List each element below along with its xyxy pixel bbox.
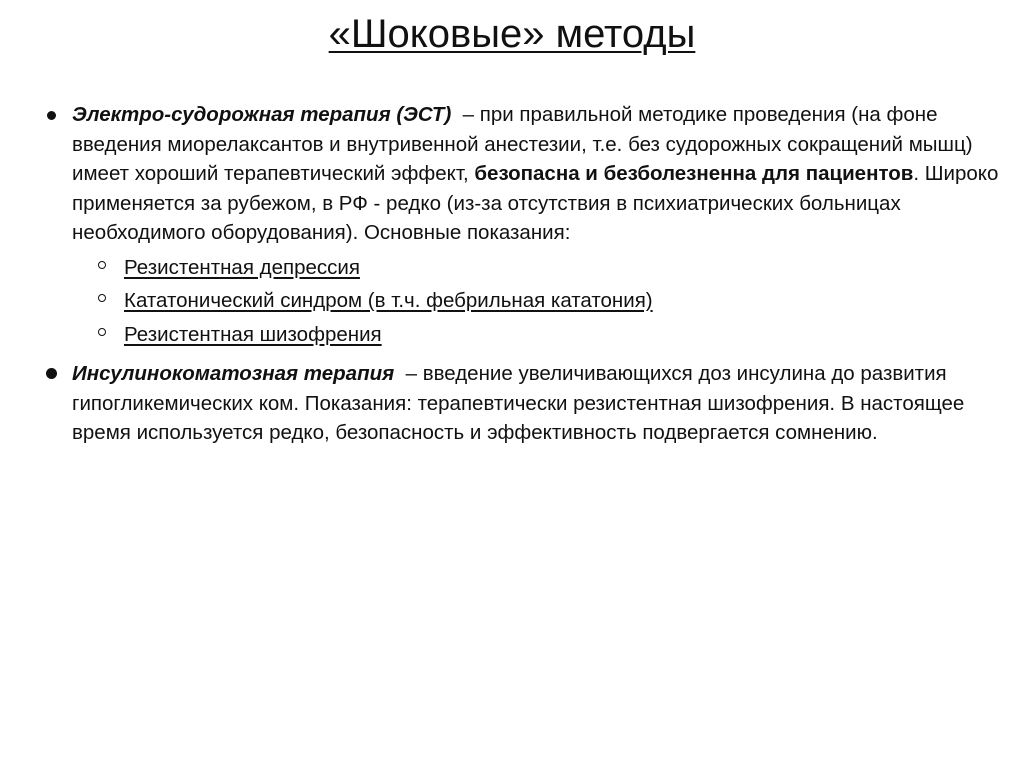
indication-link[interactable]: Резистентная шизофрения — [124, 322, 382, 346]
slide-content — [0, 100, 1024, 448]
indications-list — [0, 253, 1000, 350]
indication-link[interactable]: Кататонический синдром (в т.ч. фебрильная кататония) — [124, 289, 653, 312]
bullet-text: – введение увеличивающихся доз инсулина до развития гипогликемических ком. Показания: терапевтически резистентная шизофрения. В настоящее время используется редко, безопасность и эффективность подвергается сомнению. — [72, 362, 970, 444]
bullet-dot-icon — [47, 111, 56, 120]
bullet-item-ect — [0, 100, 1024, 349]
bullet-dot-icon — [46, 368, 57, 379]
list-item — [0, 253, 1000, 283]
indication-link[interactable]: Резистентная депрессия — [124, 255, 360, 279]
circle-bullet-icon — [98, 294, 106, 302]
circle-bullet-icon — [98, 328, 106, 336]
bullet-text: – при правильной методике проведения (на фоне введения миорелаксантов и внутривенной анестезии, т.е. без судорожных сокращений мышц) имеет хороший терапевтический эффект, — [72, 103, 979, 185]
list-item — [0, 320, 1000, 350]
bullet-text-after: . Широко применяется за рубежом, в РФ - редко (из-за отсутствия в психиатрических больницах необходимого оборудования). Основные показания: — [72, 162, 999, 244]
bullet-term: Электро-судорожная терапия (ЭСТ) — [72, 103, 452, 126]
slide-title-text: «Шоковые» методы — [328, 12, 696, 56]
list-item — [0, 286, 1000, 316]
bullet-term: Инсулинокоматозная терапия — [72, 362, 395, 385]
bullet-bold-text: безопасна и безболезненна для пациентов — [474, 162, 914, 185]
circle-bullet-icon — [98, 261, 106, 269]
slide-title — [0, 10, 1024, 58]
bullet-item-insulin — [0, 359, 1024, 448]
